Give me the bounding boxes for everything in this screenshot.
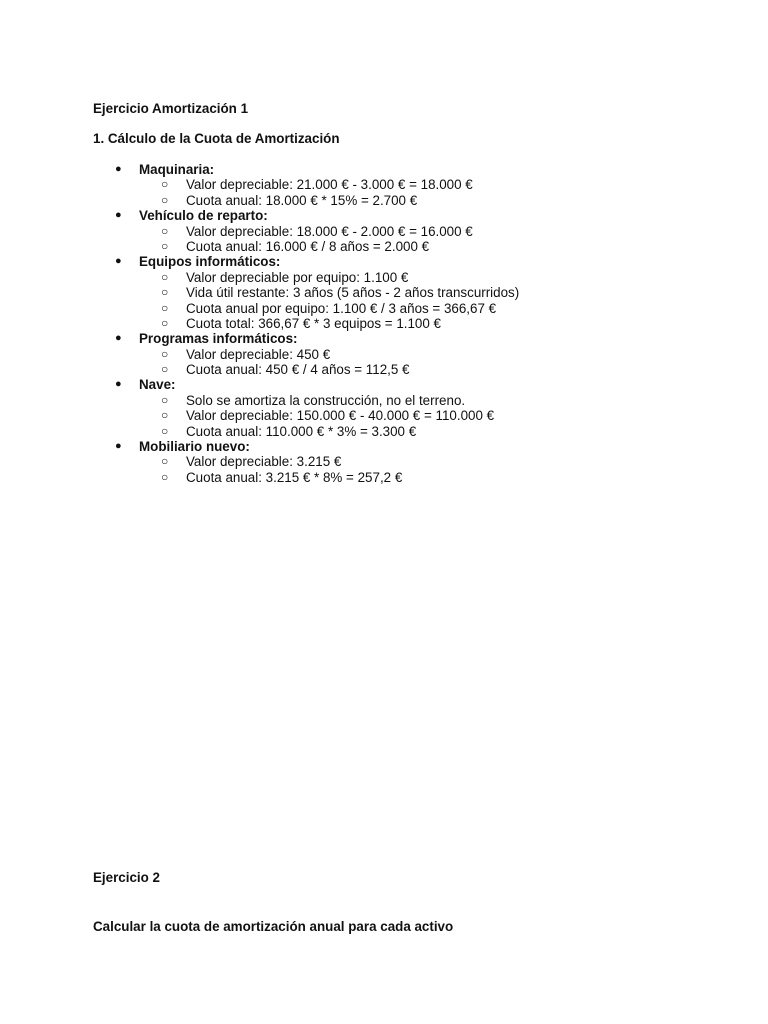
bullet-icon: ● [115,378,122,391]
circle-bullet-icon: ○ [161,315,169,330]
sub-list-item [0,454,768,469]
list-item [0,162,768,208]
asset-row [0,208,768,223]
exercise2-subtitle: Calcular la cuota de amortización anual para cada activo [93,919,454,934]
asset-label: Maquinaria: [139,162,215,177]
list-item [0,208,768,254]
bullet-icon: ● [115,255,122,268]
asset-row [0,377,768,392]
asset-label: Equipos informáticos: [139,254,281,270]
list-item [0,331,768,377]
circle-bullet-icon: ○ [161,362,169,377]
circle-bullet-icon: ○ [161,454,169,469]
detail-text: Valor depreciable: 18.000 € - 2.000 € = 16.000 € [186,223,473,239]
detail-text: Cuota anual por equipo: 1.100 € / 3 años = 366,67 € [186,300,497,316]
list-item [0,439,768,485]
detail-text: Cuota total: 366,67 € * 3 equipos = 1.100 € [186,315,441,331]
sub-list-item [0,301,768,316]
detail-text: Cuota anual: 450 € / 4 años = 112,5 € [186,362,410,378]
asset-list [0,162,768,485]
asset-label: Mobiliario nuevo: [139,439,250,455]
sub-list-item [0,316,768,331]
list-item [0,254,768,331]
asset-row [0,254,768,269]
circle-bullet-icon: ○ [161,285,169,300]
detail-text: Cuota anual: 110.000 € * 3% = 3.300 € [186,423,417,439]
circle-bullet-icon: ○ [161,392,169,407]
detail-text: Valor depreciable: 450 € [186,346,331,362]
detail-text: Valor depreciable: 150.000 € - 40.000 € = 110.000 € [186,408,495,424]
detail-text: Valor depreciable: 21.000 € - 3.000 € = 18.000 € [186,177,473,193]
sub-list-item [0,393,768,408]
sub-list-item [0,193,768,208]
sub-list-item [0,347,768,362]
bullet-icon: ● [115,209,122,222]
sub-list-item [0,424,768,439]
sub-list-item [0,408,768,423]
detail-text: Cuota anual: 3.215 € * 8% = 257,2 € [186,469,403,485]
circle-bullet-icon: ○ [161,223,169,238]
sub-list-item [0,470,768,485]
sub-list-item [0,270,768,285]
sub-list-item [0,285,768,300]
circle-bullet-icon: ○ [161,346,169,361]
asset-row [0,331,768,346]
bullet-icon: ● [115,440,122,453]
detail-text: Cuota anual: 16.000 € / 8 años = 2.000 € [186,238,430,254]
document-title: Ejercicio Amortización 1 [93,101,249,116]
circle-bullet-icon: ○ [161,269,169,284]
bullet-icon: ● [115,163,122,175]
sub-list-item [0,362,768,377]
section-heading: 1. Cálculo de la Cuota de Amortización [93,131,340,146]
detail-text: Vida útil restante: 3 años (5 años - 2 años transcurridos) [186,285,520,301]
sub-list-item [0,177,768,192]
detail-text: Cuota anual: 18.000 € * 15% = 2.700 € [186,192,418,208]
asset-label: Nave: [139,377,176,393]
asset-row [0,162,768,177]
asset-label: Vehículo de reparto: [139,208,268,224]
asset-label: Programas informáticos: [139,331,298,347]
circle-bullet-icon: ○ [161,300,169,315]
sub-list-item [0,239,768,254]
exercise2-title: Ejercicio 2 [93,870,160,885]
circle-bullet-icon: ○ [161,192,169,207]
bullet-icon: ● [115,332,122,345]
list-item [0,377,768,439]
detail-text: Solo se amortiza la construcción, no el terreno. [186,392,466,408]
detail-text: Valor depreciable por equipo: 1.100 € [186,269,409,285]
sub-list-item [0,224,768,239]
circle-bullet-icon: ○ [161,423,169,438]
circle-bullet-icon: ○ [161,408,169,423]
circle-bullet-icon: ○ [161,469,169,484]
circle-bullet-icon: ○ [161,177,169,192]
asset-row [0,439,768,454]
circle-bullet-icon: ○ [161,238,169,253]
detail-text: Valor depreciable: 3.215 € [186,454,342,470]
